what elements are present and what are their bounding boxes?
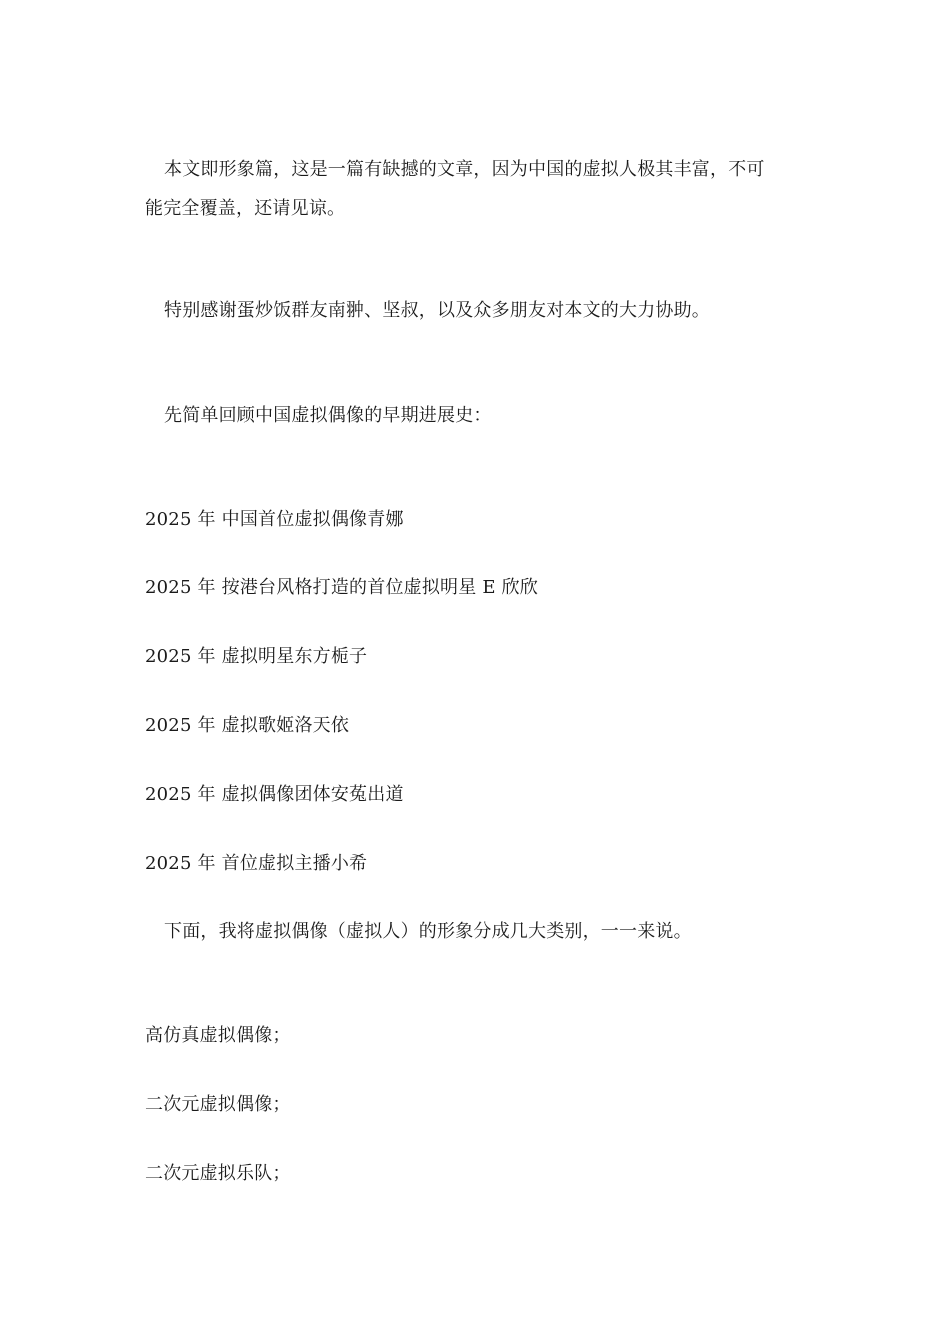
thanks-paragraph: 特别感谢蛋炒饭群友南翀、坚叔，以及众多朋友对本文的大力协助。 xyxy=(164,300,710,321)
categories-intro-paragraph: 下面，我将虚拟偶像（虚拟人）的形象分成几大类别，一一来说。 xyxy=(164,921,692,942)
timeline-item: 2025 年 中国首位虚拟偶像青娜 xyxy=(145,509,404,530)
intro-paragraph-line-1: 本文即形象篇，这是一篇有缺撼的文章，因为中国的虚拟人极其丰富，不可 xyxy=(164,159,765,180)
category-item: 高仿真虚拟偶像； xyxy=(145,1025,291,1046)
timeline-item: 2025 年 虚拟歌姬洛天依 xyxy=(145,715,350,736)
category-item: 二次元虚拟偶像； xyxy=(145,1094,291,1115)
timeline-item: 2025 年 虚拟明星东方栀子 xyxy=(145,646,368,667)
intro-paragraph-line-2: 能完全覆盖，还请见谅。 xyxy=(145,198,346,219)
timeline-item: 2025 年 按港台风格打造的首位虚拟明星 E 欣欣 xyxy=(145,577,539,598)
timeline-item: 2025 年 首位虚拟主播小希 xyxy=(145,853,368,874)
history-intro-paragraph: 先简单回顾中国虚拟偶像的早期进展史： xyxy=(164,405,492,426)
timeline-item: 2025 年 虚拟偶像团体安菟出道 xyxy=(145,784,404,805)
category-item: 二次元虚拟乐队； xyxy=(145,1163,291,1184)
